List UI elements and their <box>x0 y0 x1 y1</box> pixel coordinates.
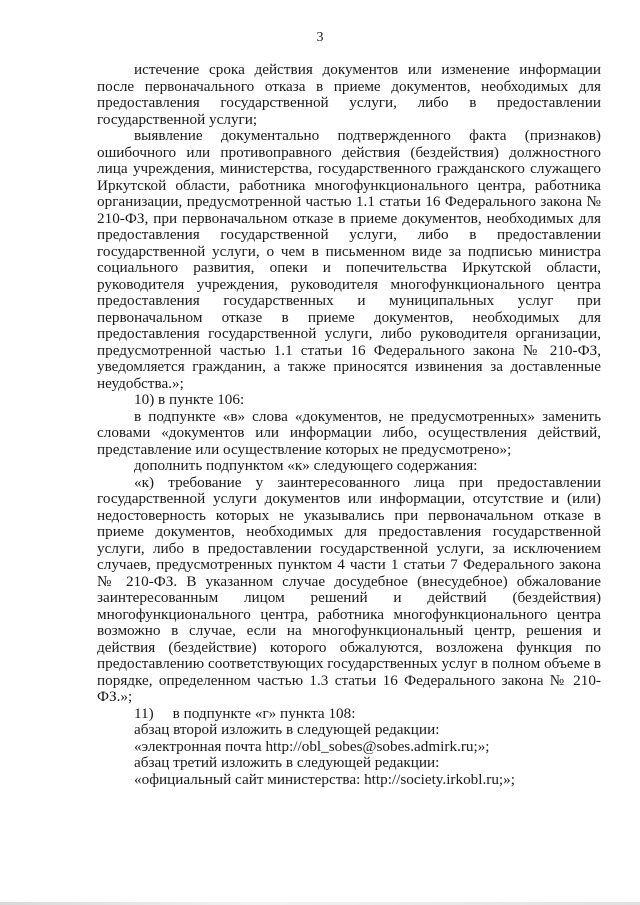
paragraph: абзац третий изложить в следующей редакции: <box>134 754 440 771</box>
paragraph: дополнить подпунктом «к» следующего содержания: <box>134 457 478 474</box>
document-body <box>97 62 601 788</box>
paragraph: в подпункте «в» слова «документов, не предусмотренных» заменить словами «документов или информации либо, осуществления действий, представление или осуществление которых не предусмотрено»; <box>97 407 601 458</box>
paragraph: «к) требование у заинтересованного лица при предоставлении государственной услуги документов или информации, отсутствие и (или) недостоверность которых не указывались при первоначальном отказе в приеме документов, необходимых для предоставления государственной услуги, либо в предоставлении государственной услуги, за исключением случаев, предусмотренных пунктом 4 части 1 статьи 7 Федерального закона № 210-ФЗ. В указанном случае досудебное (внесудебное) обжалование заинтересованным лицом решений и действий (бездействия) многофункционального центра, работника многофункционального центра возможно в случае, если на многофункциональный центр, решения и действия (бездействие) которого обжалуются, возложена функция по предоставлению соответствующих государственных услуг в полном объеме в порядке, определенном частью 1.3 статьи 16 Федерального закона № 210-ФЗ.»; <box>97 473 601 705</box>
paragraph: 10) в пункте 106: <box>134 391 245 408</box>
paragraph: абзац второй изложить в следующей редакции: <box>134 721 440 738</box>
paragraph: истечение срока действия документов или изменение информации после первоначального отказа в приеме документов, необходимых для предоставления государственной услуги, либо в предоставлении государственной услуги; <box>97 61 601 128</box>
paragraph: 11) в подпункте «г» пункта 108: <box>134 704 356 722</box>
page-number: 3 <box>316 30 324 45</box>
paragraph: выявление документально подтвержденного факта (признаков) ошибочного или противоправного действия (бездействия) должностного лица учреждения, министерства, государственного гражданского служащего Иркутской области, работника многофункционального центра, работника организации, предусмотренной частью 1.1 статьи 16 Федерального закона № 210-ФЗ, при первоначальном отказе в приеме документов, необходимых для предоставления государственной услуги, либо в предоставлении государственной услуги, о чем в письменном виде за подписью министра социального развития, опеки и попечительства Иркутской области, руководителя учреждения, руководителя многофункционального центра предоставления государственных и муниципальных услуг при первоначальном отказе в приеме документов, необходимых для предоставления государственной услуги, либо руководителя организации, предусмотренной частью 1.1 статьи 16 Федерального закона № 210-ФЗ, уведомляется гражданин, а также приносятся извинения за доставленные неудобства.»; <box>97 127 601 392</box>
paragraph: «электронная почта http://obl_sobes@sobes.admirk.ru;»; <box>134 737 490 755</box>
paragraph: «официальный сайт министерства: http://society.irkobl.ru;»; <box>134 770 515 788</box>
